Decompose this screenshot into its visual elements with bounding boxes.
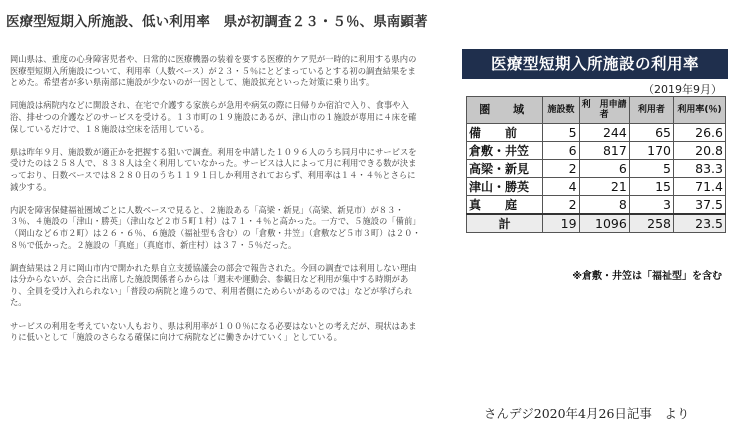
cell-applicants: 8 [579,196,629,215]
utilization-table-panel [462,49,728,285]
header-rate: 利用率(％) [673,97,725,124]
cell-facilities: 6 [543,142,579,160]
cell-area: 高梁・新見 [467,160,543,178]
cell-users: 5 [629,160,673,178]
cell-applicants: 244 [579,124,629,142]
cell-total-applicants: 1096 [579,214,629,233]
headline: 医療型短期入所施設、低い利用率 県が初調査２３・５％、県南顕著 [6,14,428,30]
source-credit: さんデジ2020年4月26日記事 より [484,406,690,421]
table-row [467,124,726,142]
cell-users: 15 [629,178,673,196]
table-title: 医療型短期入所施設の利用率 [462,49,728,79]
cell-rate: 83.3 [673,160,725,178]
table-row [467,196,726,215]
cell-users: 170 [629,142,673,160]
cell-rate: 37.5 [673,196,725,215]
table-year: （2019年9月） [643,83,722,96]
cell-rate: 20.8 [673,142,725,160]
cell-rate: 26.6 [673,124,725,142]
cell-users: 65 [629,124,673,142]
cell-area: 津山・勝英 [467,178,543,196]
cell-users: 3 [629,196,673,215]
header-area: 圏 域 [467,97,543,124]
cell-area: 備 前 [467,124,543,142]
cell-facilities: 4 [543,178,579,196]
table-header-row [467,97,726,124]
article-paragraph: 同施設は病院内などに開設され、在宅で介護する家族らが急用や病気の際に日帰りか宿泊で入り、食事や入浴、排せつの介護などのサービスを受ける。１３市町の１９施設にあるが、津山市の１施設が専用に４床を確保しているだけで、１８施設は空床を活用している。 [10,100,417,134]
cell-total-rate: 23.5 [673,214,725,233]
article-paragraph: 内訳を障害保健福祉圏域ごとに人数ベースで見ると、２施設ある「高梁・新見」（高梁、新見市）が８３・３％、４施設の「津山・勝英」（津山など２市５町１村）は７１・４％と高かった。一方で、５施設の「備前」（岡山など６市２町）は２６・６％、６施設（福祉型も含む）の「倉敷・井笠」（倉敷など５市３町）は２０・８％で低かった。２施設の「真庭」（真庭市、新庄村）は３７・５％だった。 [10,204,421,250]
article-paragraph: 岡山県は、重度の心身障害児者や、日常的に医療機器の装着を要する医療的ケア児が一時的に利用する県内の医療型短期入所施設について、利用率（人数ベース）が２３・５％にとどまっているとする初の調査結果をまとめた。希望者が多い県南部に施設が少ないのが一因として、施設拡充といった対策に乗り出す。 [10,54,417,88]
header-facilities: 施設数 [543,97,579,124]
cell-facilities: 5 [543,124,579,142]
header-users: 利用者 [629,97,673,124]
table-row [467,160,726,178]
cell-area: 真 庭 [467,196,543,215]
header-applicants: 利 用申請者 [579,97,629,124]
cell-applicants: 21 [579,178,629,196]
cell-total-facilities: 19 [543,214,579,233]
cell-facilities: 2 [543,160,579,178]
cell-area: 倉敷・井笠 [467,142,543,160]
article-paragraph: サービスの利用を考えていない人もおり、県は利用率が１００％になる必要はないとの考えだが、現状はあまりに低いとして「施設のさらなる確保に向けて病院などに働きかけていく」としている。 [10,320,417,343]
cell-applicants: 817 [579,142,629,160]
cell-rate: 71.4 [673,178,725,196]
utilization-table [466,96,726,233]
table-row [467,142,726,160]
article-paragraph: 調査結果は２月に岡山市内で開かれた県自立支援協議会の部会で報告された。今回の調査では利用しない理由は分からないが、会合に出席した施設関係者らからは「週末や運動会、参観日など利用が集中する時期があり、全員を受け入れられない」「普段の病院と違うので、利用者側にためらいがあるのでは」などが挙げられた。 [10,262,417,308]
table-row [467,178,726,196]
article-body [10,54,422,355]
table-total-row [467,214,726,233]
cell-facilities: 2 [543,196,579,215]
article-paragraph: 県は昨年９月、施設数が適正かを把握する狙いで調査。利用を申請した１０９６人のうち同月中にサービスを受けたのは２５８人で、８３８人は全く利用していなかった。サービスは人によって月に利用できる数が決まっており、日数ベースでは８２８０日のうち１１９１日しか利用されておらず、利用率は１４・４％とさらに減少する。 [10,146,417,192]
cell-total-users: 258 [629,214,673,233]
table-note: ※倉敷・井笠は「福祉型」を含む [572,271,722,282]
cell-total-label: 計 [467,214,543,233]
cell-applicants: 6 [579,160,629,178]
